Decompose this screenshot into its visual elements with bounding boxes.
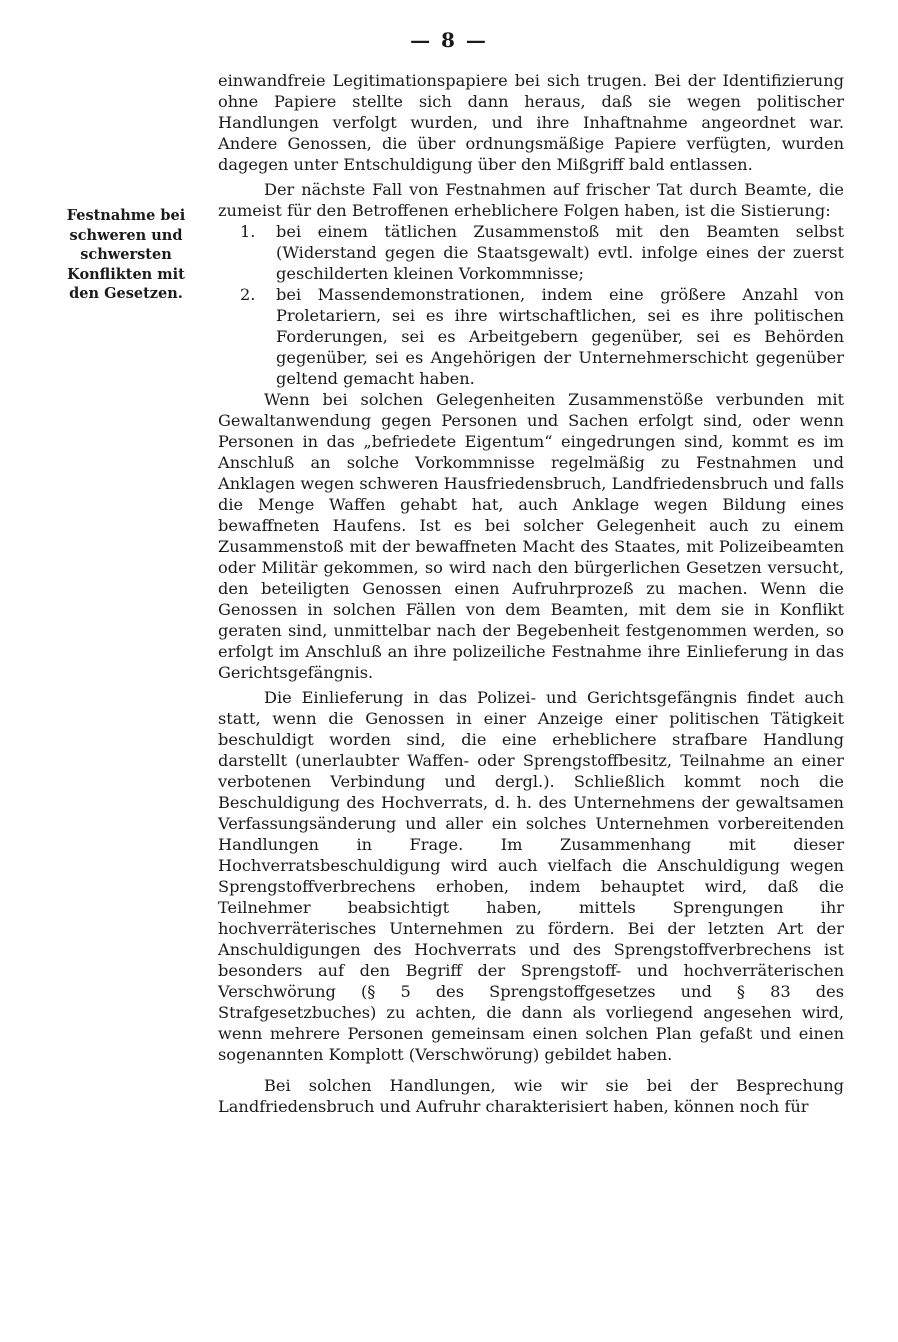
- paragraph-continuation: einwandfreie Legitimationspapiere bei sich trugen. Bei der Identifizierung ohne Papiere stellte sich dann heraus, daß sie wegen politischer Handlungen verfolgt wurden, und ihre Inhaftnahme angeordnet war. Andere Genossen, die über ordnungsmäßige Papiere verfügten, wurden dagegen unter Entschuldigung über den Mißgriff bald entlassen.: [218, 71, 844, 174]
- paragraph-einlieferung: Die Einlieferung in das Polizei- und Gerichtsgefängnis findet auch statt, wenn die Genossen in einer Anzeige einer politischen Tätigkeit beschuldigt worden sind, die eine erheblichere strafbare Handlung darstellt (unerlaubter Waffen- oder Sprengstoffbesitz, Teilnahme an einer verbotenen Verbindung und dergl.). Schließlich kommt noch die Beschuldigung des Hochverrats, d. h. des Unternehmens der gewaltsamen Verfassungsänderung und aller ein solches Unternehmen vorbereitenden Handlungen in Frage. Im Zusammenhang mit dieser Hochverratsbeschuldigung wird auch vielfach die Anschuldigung wegen Sprengstoffverbrechens erhoben, indem behauptet wird, daß die Teilnehmer beabsichtigt haben, mittels Sprengungen ihr hochverräterisches Unternehmen zu fördern. Bei der letzten Art der Anschuldigungen des Hochverrats und des Sprengstoffverbrechens ist besonders auf den Begriff der Sprengstoff- und hochverräterischen Verschwörung (§ 5 des Sprengstoffgesetzes und § 83 des Strafgesetzbuches) zu achten, die dann als vorliegend angesehen wird, wenn mehrere Personen gemeinsam einen solchen Plan gefaßt und einen sogenannten Komplott (Verschwörung) gebildet haben.: [218, 688, 844, 1064]
- list-item-number: 2.: [240, 285, 256, 304]
- paragraph-intro: Der nächste Fall von Festnahmen auf frischer Tat durch Beamte, die zumeist für den Betroffenen erheblichere Folgen haben, ist die Sistierung:: [218, 180, 844, 220]
- list-item: [218, 221, 844, 284]
- list-item: [218, 284, 844, 389]
- sistierung-list: [218, 221, 844, 389]
- paragraph-final: Bei solchen Handlungen, wie wir sie bei der Besprechung Landfriedensbruch und Aufruhr charakterisiert haben, können noch für: [218, 1076, 844, 1116]
- margin-note: Festnahme bei schweren und schwersten Konflikten mit den Gesetzen.: [66, 207, 186, 302]
- list-item-number: 1.: [240, 222, 256, 241]
- page-number: — 8 —: [410, 28, 488, 52]
- list-item-text: bei Massendemonstrationen, indem eine größere Anzahl von Proletariern, sei es ihre wirtschaftlichen, sei es ihre politischen Forderungen, sei es Arbeitgebern gegenüber, sei es Behörden gegenüber, sei es Angehörigen der Unternehmerschicht gegenüber geltend gemacht haben.: [276, 285, 844, 388]
- paragraph-gewaltanwendung: Wenn bei solchen Gelegenheiten Zusammenstöße verbunden mit Gewaltanwendung gegen Personen und Sachen erfolgt sind, oder wenn Personen in das „befriedete Eigentum“ eingedrungen sind, kommt es im Anschluß an solche Vorkommnisse regelmäßig zu Festnahmen und Anklagen wegen schweren Hausfriedensbruch, Landfriedensbruch und falls die Menge Waffen gehabt hat, auch Anklage wegen Bildung eines bewaffneten Haufens. Ist es bei solcher Gelegenheit auch zu einem Zusammenstoß mit der bewaffneten Macht des Staates, mit Polizeibeamten oder Militär gekommen, so wird nach den bürgerlichen Gesetzen versucht, den beteiligten Genossen einen Aufruhrprozeß zu machen. Wenn die Genossen in solchen Fällen von dem Beamten, mit dem sie in Konflikt geraten sind, unmittelbar nach der Begebenheit festgenommen werden, so erfolgt im Anschluß an ihre polizeiliche Festnahme ihre Einlieferung in das Gerichtsgefängnis.: [218, 390, 844, 682]
- body-text: [218, 70, 844, 1117]
- list-item-text: bei einem tätlichen Zusammenstoß mit den Beamten selbst (Widerstand gegen die Staatsgewalt) evtl. infolge eines der zuerst geschilderten kleinen Vorkommnisse;: [276, 222, 844, 283]
